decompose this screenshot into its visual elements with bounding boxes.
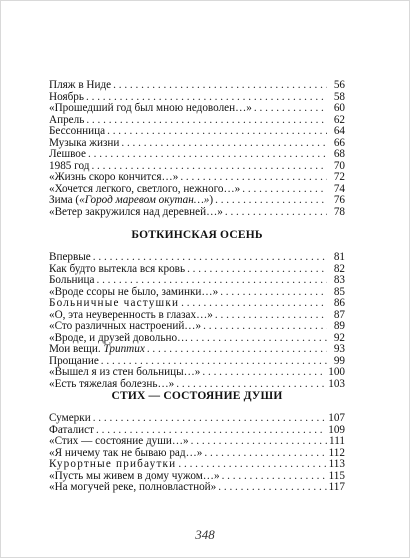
entry-page: 109 bbox=[328, 423, 345, 436]
entry-title: «О, эта неуверенность в глазах…» bbox=[49, 308, 213, 321]
dot-leader bbox=[178, 459, 326, 471]
dot-leader bbox=[203, 321, 327, 333]
entry-page: 70 bbox=[333, 159, 345, 172]
toc-entry bbox=[49, 103, 345, 115]
dot-leader bbox=[93, 252, 327, 264]
entry-page: 83 bbox=[333, 274, 345, 286]
entry-page: 92 bbox=[333, 331, 345, 344]
entry-page: 81 bbox=[333, 251, 345, 263]
dot-leader bbox=[187, 264, 327, 276]
dot-leader bbox=[180, 172, 327, 184]
toc-entry bbox=[49, 436, 345, 448]
dot-leader bbox=[218, 482, 326, 494]
entry-page: 78 bbox=[333, 205, 345, 218]
entry-title bbox=[49, 195, 213, 207]
entry-title-main: Мои вещи. bbox=[49, 343, 104, 355]
entry-page: 87 bbox=[333, 308, 345, 321]
dot-leader bbox=[254, 103, 327, 115]
entry-title-italic: Триптих bbox=[103, 343, 145, 355]
toc-entry bbox=[49, 321, 345, 333]
entry-page: 117 bbox=[328, 481, 345, 493]
entry-title: «На могучей реке, полновластной» bbox=[49, 481, 217, 493]
entry-title: Как будто вытекла вся кровь bbox=[49, 262, 186, 275]
dot-leader bbox=[93, 413, 327, 425]
toc-section-2 bbox=[49, 229, 345, 390]
entry-page: 76 bbox=[333, 194, 345, 206]
dot-leader bbox=[190, 333, 327, 345]
toc-section-1 bbox=[49, 80, 345, 218]
toc-entry bbox=[49, 126, 345, 138]
toc-entry bbox=[49, 413, 345, 425]
entry-page: 103 bbox=[328, 377, 345, 390]
dot-leader bbox=[96, 275, 327, 287]
entry-title: Сумерки bbox=[49, 412, 91, 424]
entry-title: Ноябрь bbox=[49, 90, 84, 103]
dot-leader bbox=[147, 344, 327, 356]
entry-page: 86 bbox=[333, 297, 345, 309]
toc-entry bbox=[49, 207, 345, 219]
entry-page: 111 bbox=[329, 435, 345, 447]
entry-title: «Хочется легкого, светлого, нежного…» bbox=[49, 182, 241, 195]
entry-title: Апрель bbox=[49, 113, 85, 126]
entry-title-italic: «Город маревом окутан…» bbox=[79, 194, 210, 206]
entry-title: Пляж в Ниде bbox=[49, 79, 112, 91]
entry-title: «Сто различных настроений…» bbox=[49, 320, 202, 332]
entry-title: Музыка жизни bbox=[49, 136, 120, 149]
toc-entry bbox=[49, 344, 345, 356]
entry-title bbox=[49, 344, 145, 356]
entry-page: 89 bbox=[333, 320, 345, 332]
dot-leader bbox=[220, 287, 327, 299]
toc-entry bbox=[49, 80, 345, 92]
entry-title: Фаталист bbox=[49, 423, 95, 436]
entry-title: «Вышел я из стен больницы…» bbox=[49, 366, 201, 378]
toc-section-3 bbox=[49, 390, 345, 494]
entry-title: Лешвое bbox=[49, 148, 86, 160]
entry-page: 74 bbox=[333, 182, 345, 195]
section-heading: БОТКИНСКАЯ ОСЕНЬ bbox=[131, 229, 263, 241]
entry-title: «Вроде ссоры не было, заминки…» bbox=[49, 285, 219, 298]
entry-title-tail: ) bbox=[209, 194, 214, 206]
entry-title: Больничные частушки bbox=[49, 297, 180, 309]
dot-leader bbox=[88, 149, 327, 161]
dot-leader bbox=[215, 310, 327, 322]
entry-page: 56 bbox=[333, 79, 345, 91]
dot-leader bbox=[86, 115, 327, 127]
page-number: 348 bbox=[195, 527, 215, 542]
dot-leader bbox=[181, 298, 327, 310]
toc-entry bbox=[49, 459, 345, 471]
entry-page: 99 bbox=[333, 354, 345, 367]
entry-page: 113 bbox=[328, 458, 345, 470]
toc-entry bbox=[49, 195, 345, 207]
entry-page: 64 bbox=[333, 125, 345, 137]
entry-page: 115 bbox=[328, 469, 345, 482]
entry-title: Курортные прибаутки bbox=[49, 458, 177, 470]
toc-entry bbox=[49, 298, 345, 310]
entry-title: «Стих — состояние души…» bbox=[49, 435, 189, 447]
entry-page: 82 bbox=[333, 262, 345, 275]
entry-page: 68 bbox=[333, 148, 345, 160]
entry-title: Впервые bbox=[49, 251, 91, 263]
dot-leader bbox=[242, 184, 327, 196]
entry-page: 62 bbox=[333, 113, 345, 126]
entry-title: «Пусть мы живем в дому чужом…» bbox=[49, 469, 220, 482]
toc-entry bbox=[49, 252, 345, 264]
toc-entry bbox=[49, 367, 345, 379]
entry-title: «Ветер закружился над деревней…» bbox=[49, 205, 223, 218]
dot-leader bbox=[225, 207, 327, 219]
dot-leader bbox=[222, 471, 327, 483]
toc-entry bbox=[49, 275, 345, 287]
dot-leader bbox=[204, 448, 326, 460]
entry-title: «Жизнь скоро кончится…» bbox=[49, 171, 179, 183]
entry-title: Бессонница bbox=[49, 125, 106, 137]
dot-leader bbox=[113, 80, 327, 92]
toc-entry bbox=[49, 149, 345, 161]
entry-page: 100 bbox=[328, 366, 345, 378]
entry-title: «Прошедший год был мною недоволен…» bbox=[49, 102, 252, 114]
entry-page: 72 bbox=[333, 171, 345, 183]
entry-title: Больница bbox=[49, 274, 95, 286]
entry-title: «Есть тяжелая болезнь…» bbox=[49, 377, 175, 390]
entry-page: 93 bbox=[333, 343, 345, 355]
toc-entry bbox=[49, 138, 345, 150]
dot-leader bbox=[215, 195, 327, 207]
section-heading: СТИХ — СОСТОЯНИЕ ДУШИ bbox=[111, 390, 283, 402]
dot-leader bbox=[107, 126, 327, 138]
dot-leader bbox=[121, 138, 327, 150]
entry-page: 107 bbox=[328, 412, 345, 424]
entry-title: «Я ничему так не бываю рад…» bbox=[49, 446, 203, 459]
toc-entry bbox=[49, 172, 345, 184]
entry-page: 60 bbox=[333, 102, 345, 114]
dot-leader bbox=[202, 367, 326, 379]
dot-leader bbox=[176, 379, 326, 391]
entry-title: 1985 год bbox=[49, 159, 90, 172]
entry-title: «Вроде, и друзей довольно… bbox=[49, 331, 189, 344]
entry-title: Прощание bbox=[49, 354, 99, 367]
entry-page: 112 bbox=[328, 446, 345, 459]
entry-page: 66 bbox=[333, 136, 345, 149]
toc-entry bbox=[49, 379, 345, 391]
dot-leader bbox=[191, 436, 327, 448]
entry-page: 85 bbox=[333, 285, 345, 298]
entry-page: 58 bbox=[333, 90, 345, 103]
entry-title-main: Зима ( bbox=[49, 194, 80, 206]
toc-entry bbox=[49, 482, 345, 494]
